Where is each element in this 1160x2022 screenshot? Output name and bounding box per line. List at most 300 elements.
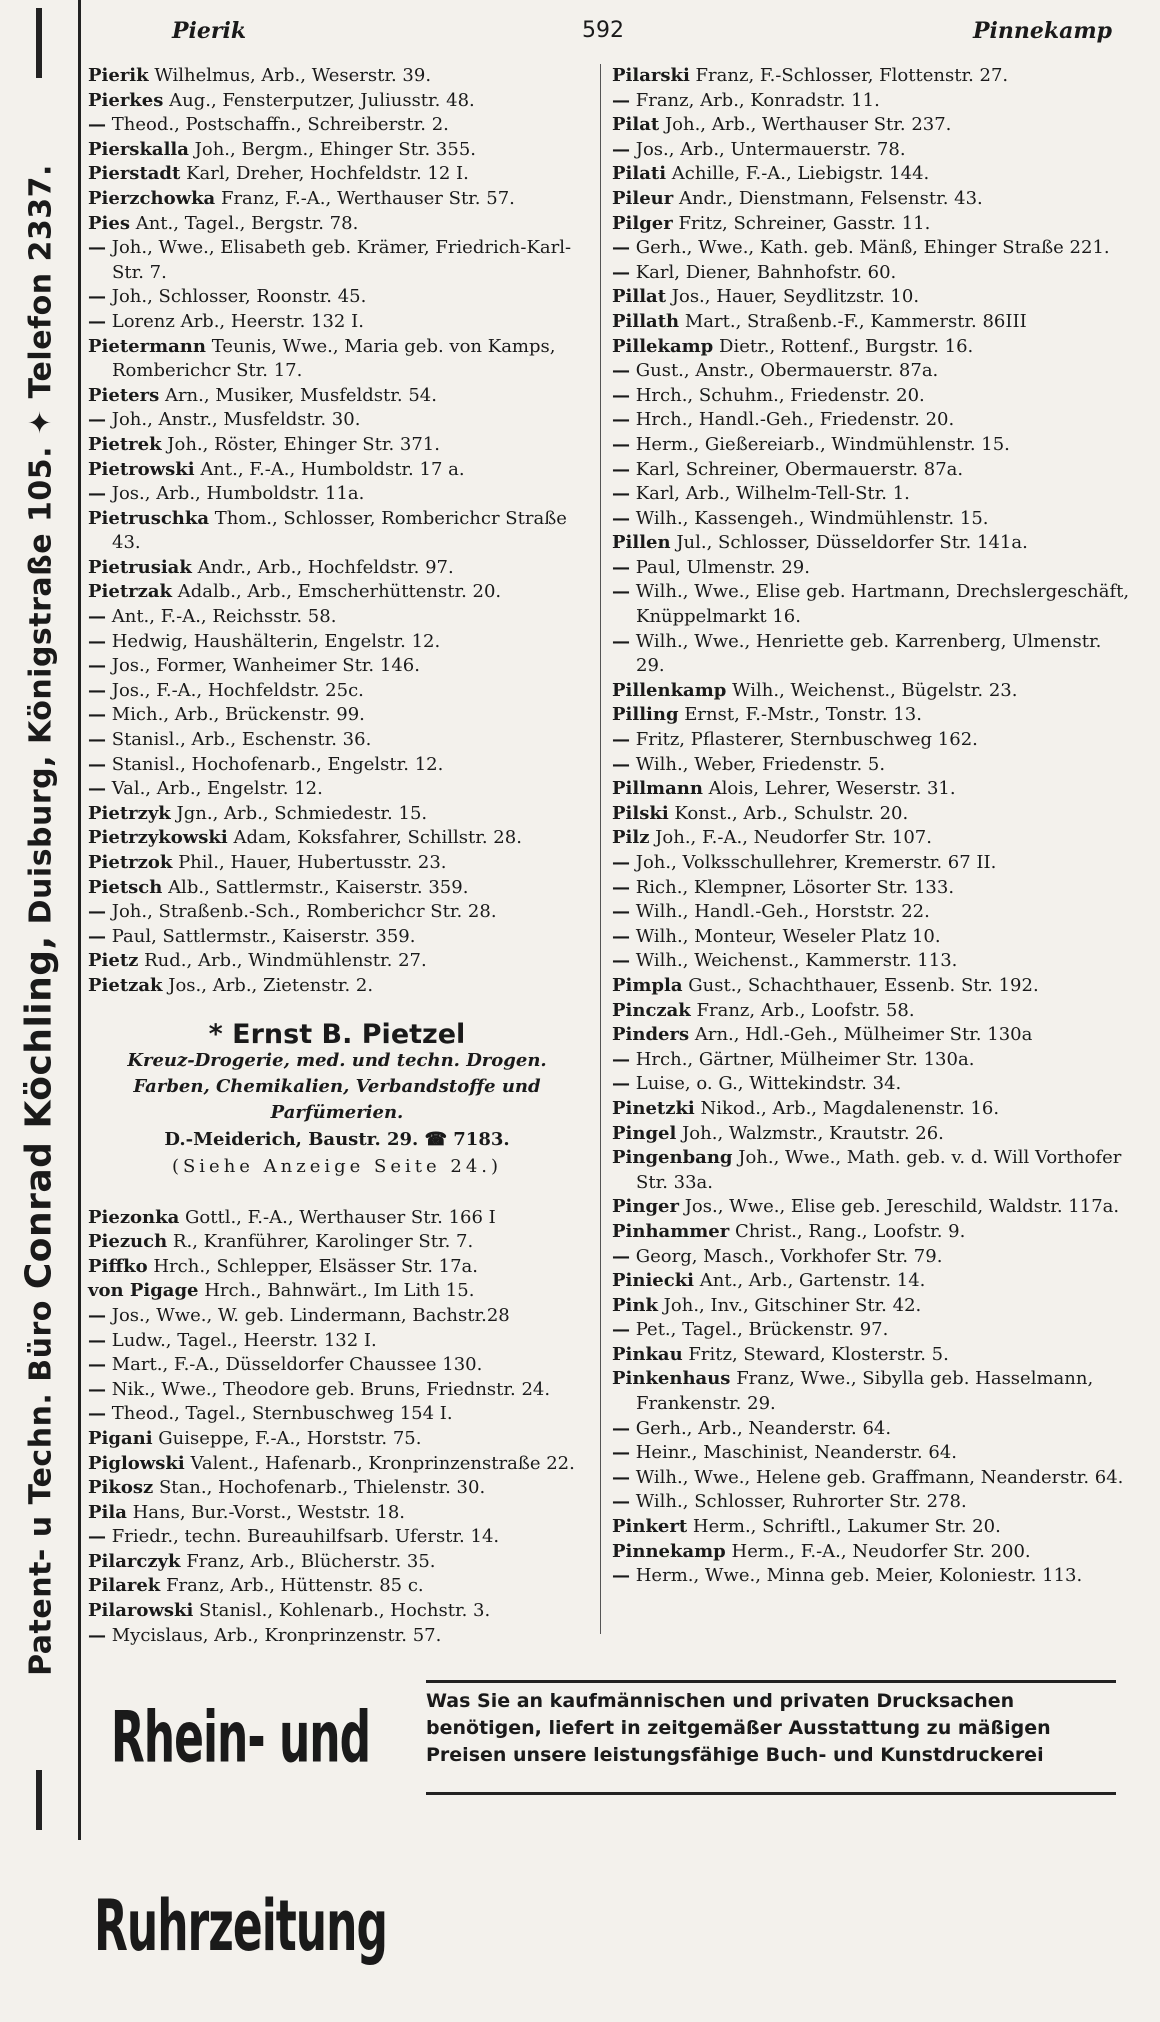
entry-surname: —	[88, 753, 106, 775]
entry-details: Wilh., Kassengeh., Windmühlenstr. 15.	[635, 507, 989, 529]
directory-entry	[612, 900, 1132, 925]
entry-details: Joh., Bergm., Ehinger Str. 355.	[194, 138, 477, 160]
footer-tagline	[426, 1688, 1116, 1769]
directory-entry	[88, 654, 586, 679]
entry-details: Teunis, Wwe., Maria geb. von Kamps, Romberichcr Str. 17.	[112, 335, 556, 382]
entry-surname: —	[612, 261, 630, 283]
directory-entry	[612, 679, 1132, 704]
entry-details: Hans, Bur.-Vorst., Weststr. 18.	[132, 1501, 405, 1523]
directory-entry	[612, 630, 1132, 679]
entry-surname: Pilling	[612, 704, 679, 726]
entry-details: Konst., Arb., Schulstr. 20.	[674, 802, 909, 824]
directory-entry	[612, 1367, 1132, 1416]
directory-entry	[88, 974, 586, 999]
tagline-line-1: Was Sie an kaufmännischen und privaten Drucksachen	[426, 1690, 1015, 1712]
directory-entry	[612, 408, 1132, 433]
directory-entry	[612, 1195, 1132, 1220]
entry-details: Jos., Arb., Humboldstr. 11a.	[111, 483, 365, 505]
entry-details: Jos., Former, Wanheimer Str. 146.	[111, 655, 420, 677]
directory-entry	[612, 335, 1132, 360]
directory-entry	[612, 556, 1132, 581]
entry-surname: —	[612, 433, 630, 455]
directory-entry	[88, 777, 586, 802]
entry-details: Gottl., F.-A., Werthauser Str. 166 I	[185, 1206, 496, 1228]
entry-details: Val., Arb., Engelstr. 12.	[111, 778, 323, 800]
entry-details: Hrch., Schuhm., Friedenstr. 20.	[635, 384, 925, 406]
directory-entry	[88, 925, 586, 950]
entry-surname: Piezonka	[88, 1206, 180, 1228]
entry-details: Alb., Sattlermstr., Kaiserstr. 359.	[168, 876, 469, 898]
tagline-line-3: Preisen unsere leistungsfähige Buch- und Kunstdruckerei	[426, 1744, 1044, 1766]
directory-entry	[612, 384, 1132, 409]
entry-surname: —	[88, 655, 106, 677]
directory-entry	[88, 335, 586, 384]
right-entries	[612, 64, 1132, 1589]
entry-surname: —	[612, 1073, 630, 1095]
directory-entry	[88, 1206, 586, 1231]
entry-surname: Pilger	[612, 212, 673, 234]
entry-surname: —	[88, 310, 106, 332]
entry-surname: Pietrowski	[88, 458, 195, 480]
entry-surname: —	[612, 1417, 630, 1439]
sidebar-text	[19, 164, 60, 1676]
directory-entry	[612, 1441, 1132, 1466]
entry-details: Wilh., Wwe., Helene geb. Graffmann, Neanderstr. 64.	[635, 1466, 1124, 1488]
entry-surname: —	[88, 925, 106, 947]
entry-details: Dietr., Rottenf., Burgstr. 16.	[719, 335, 974, 357]
ad-line-2: Farben, Chemikalien, Verbandstoffe und	[133, 1075, 541, 1097]
tagline-line-2: benötigen, liefert in zeitgemäßer Ausstattung zu mäßigen	[426, 1717, 1051, 1739]
directory-entry	[88, 187, 586, 212]
footer-advertisement	[88, 1680, 1118, 1968]
directory-entry	[88, 1427, 586, 1452]
tagline-rule-top	[426, 1680, 1116, 1683]
entry-surname: —	[612, 1565, 630, 1587]
entry-surname: Pietruschka	[88, 507, 210, 529]
entry-surname: —	[612, 138, 630, 160]
entry-surname: Pilarek	[88, 1575, 161, 1597]
directory-entry	[612, 310, 1132, 335]
entry-details: Wilh., Weichenst., Kammerstr. 113.	[635, 950, 958, 972]
directory-entry	[88, 679, 586, 704]
entry-surname: —	[612, 901, 630, 923]
directory-entry	[88, 1402, 586, 1427]
entry-details: Wilh., Schlosser, Ruhrorter Str. 278.	[635, 1491, 967, 1513]
directory-entry	[612, 703, 1132, 728]
entry-surname: —	[88, 1403, 106, 1425]
entry-details: Arn., Hdl.-Geh., Mülheimer Str. 130a	[694, 1024, 1033, 1046]
entry-details: Lorenz Arb., Heerstr. 132 I.	[111, 310, 364, 332]
newspaper-masthead: Rhein- und Ruhrzeitung	[94, 1697, 387, 1968]
entry-details: Stanisl., Kohlenarb., Hochstr. 3.	[199, 1600, 491, 1622]
directory-entry	[88, 851, 586, 876]
entry-surname: Pinnekamp	[612, 1540, 726, 1562]
directory-entry	[88, 1353, 586, 1378]
entry-details: Joh., F.-A., Neudorfer Str. 107.	[655, 827, 932, 849]
directory-entry	[88, 605, 586, 630]
directory-entry	[612, 113, 1132, 138]
directory-entry	[612, 1540, 1132, 1565]
directory-entry	[612, 728, 1132, 753]
entry-surname: Pilat	[612, 114, 660, 136]
header-left-keyword: Pierik	[172, 18, 247, 44]
directory-entry	[88, 1501, 586, 1526]
entry-details: Mart., Straßenb.-F., Kammerstr. 86III	[684, 310, 1027, 332]
directory-entry	[612, 1417, 1132, 1442]
entry-surname: —	[612, 384, 630, 406]
entry-surname: Pillekamp	[612, 335, 714, 357]
directory-entry	[88, 556, 586, 581]
entry-surname: von Pigage	[88, 1280, 199, 1302]
entry-surname: Pietrzyk	[88, 802, 171, 824]
page-number: 592	[582, 18, 624, 43]
entry-details: Joh., Wwe., Math. geb. v. d. Will Vorthofer Str. 33a.	[636, 1147, 1122, 1193]
entry-details: Franz, Arb., Loofstr. 58.	[696, 999, 915, 1021]
entry-surname: —	[88, 286, 106, 308]
directory-entry	[88, 1279, 586, 1304]
entry-details: Wilh., Monteur, Weseler Platz 10.	[635, 925, 941, 947]
entry-surname: Pinczak	[612, 999, 691, 1021]
directory-entry	[88, 630, 586, 655]
directory-entry	[612, 507, 1132, 532]
entry-surname: —	[612, 237, 630, 259]
ad-title: * Ernst B. Pietzel	[208, 1018, 466, 1050]
directory-entry	[612, 433, 1132, 458]
tagline-rule-bottom	[426, 1792, 1116, 1795]
entry-details: Joh., Röster, Ehinger Str. 371.	[167, 433, 440, 455]
entry-details: Paul, Ulmenstr. 29.	[635, 556, 810, 578]
entry-details: Franz, F.-Schlosser, Flottenstr. 27.	[695, 65, 1009, 86]
entry-surname: Pietrusiak	[88, 556, 192, 578]
entry-surname: Pietrzak	[88, 581, 172, 603]
directory-entry	[88, 1476, 586, 1501]
directory-entry	[612, 802, 1132, 827]
entry-surname: Pingel	[612, 1122, 677, 1144]
entry-surname: Pinders	[612, 1024, 690, 1046]
directory-entry	[612, 458, 1132, 483]
entry-surname: —	[612, 925, 630, 947]
directory-entry	[88, 826, 586, 851]
directory-entry	[612, 1343, 1132, 1368]
entry-details: Jos., F.-A., Hochfeldstr. 25c.	[111, 679, 364, 701]
directory-entry	[612, 753, 1132, 778]
entry-details: Wilh., Weber, Friedenstr. 5.	[635, 753, 886, 775]
entry-surname: Pietrzykowski	[88, 827, 228, 849]
directory-entry	[612, 482, 1132, 507]
directory-entry	[612, 261, 1132, 286]
column-divider	[600, 64, 601, 1634]
entry-surname: —	[88, 630, 106, 652]
entry-surname: Piffko	[88, 1255, 148, 1277]
entry-details: Achille, F.-A., Liebigstr. 144.	[671, 163, 930, 185]
entry-surname: —	[612, 630, 630, 652]
entry-surname: Piniecki	[612, 1270, 695, 1292]
directory-entry	[88, 64, 586, 89]
entry-surname: Pillath	[612, 310, 680, 332]
entry-details: Georg, Masch., Vorkhofer Str. 79.	[635, 1245, 943, 1267]
directory-entry	[88, 433, 586, 458]
entry-details: Gust., Schachthauer, Essenb. Str. 192.	[688, 974, 1039, 996]
entry-surname: Pimpla	[612, 974, 683, 996]
entry-details: Christ., Rang., Loofstr. 9.	[734, 1220, 966, 1242]
directory-entry	[612, 1048, 1132, 1073]
entry-surname: Pietrzok	[88, 852, 173, 873]
entry-surname: Pierzchowka	[88, 187, 216, 209]
entry-surname: —	[88, 1354, 106, 1376]
entry-surname: Pillenkamp	[612, 679, 727, 701]
entry-surname: —	[612, 1245, 630, 1267]
entry-surname: —	[88, 679, 106, 701]
directory-entry	[612, 359, 1132, 384]
entry-surname: —	[88, 704, 106, 726]
entry-surname: —	[612, 458, 630, 480]
sidebar-address: Duisburg, Königstraße 105. ✦ Telefon 2337.	[23, 164, 59, 936]
entry-details: Hrch., Handl.-Geh., Friedenstr. 20.	[635, 409, 955, 431]
entry-details: Pet., Tagel., Brückenstr. 97.	[635, 1319, 889, 1341]
directory-entry	[88, 162, 586, 187]
entry-surname: —	[612, 556, 630, 578]
entry-surname: —	[612, 1466, 630, 1488]
entry-details: Herm., Schriftl., Lakumer Str. 20.	[692, 1516, 1001, 1538]
entry-surname: Pingenbang	[612, 1147, 733, 1169]
entry-details: Jos., Wwe., Elise geb. Jereschild, Waldstr. 117a.	[684, 1196, 1120, 1218]
entry-surname: —	[88, 901, 106, 923]
entry-surname: —	[88, 114, 106, 136]
page-header	[92, 18, 1112, 54]
directory-entry	[612, 1122, 1132, 1147]
entry-details: Gerh., Wwe., Kath. geb. Mänß, Ehinger Straße 221.	[635, 237, 1110, 259]
entry-surname: Pila	[88, 1501, 127, 1523]
directory-entry	[612, 826, 1132, 851]
entry-details: Franz, Arb., Hüttenstr. 85 c.	[166, 1575, 424, 1597]
entry-details: Nik., Wwe., Theodore geb. Bruns, Friednstr. 24.	[111, 1378, 551, 1400]
directory-entry	[88, 212, 586, 237]
entry-details: Hedwig, Haushälterin, Engelstr. 12.	[111, 630, 441, 652]
entry-surname: —	[88, 1378, 106, 1400]
entry-details: Ludw., Tagel., Heerstr. 132 I.	[111, 1329, 377, 1351]
entry-surname: Pierkes	[88, 89, 164, 111]
entry-details: Phil., Hauer, Hubertusstr. 23.	[178, 852, 447, 873]
directory-entry	[88, 900, 586, 925]
ad-contact: D.-Meiderich, Baustr. 29. ☎ 7183.	[164, 1128, 510, 1150]
entry-details: Wilh., Wwe., Elise geb. Hartmann, Drechslergeschäft, Knüppelmarkt 16.	[635, 581, 1130, 628]
entry-surname: —	[88, 1624, 106, 1646]
entry-details: Ant., Arb., Gartenstr. 14.	[699, 1270, 926, 1292]
directory-entry	[612, 974, 1132, 999]
directory-entry	[88, 408, 586, 433]
entry-details: Hrch., Bahnwärt., Im Lith 15.	[204, 1280, 475, 1302]
entry-surname: Pillat	[612, 286, 667, 308]
entry-surname: —	[612, 581, 630, 603]
entry-details: Herm., Wwe., Minna geb. Meier, Koloniestr. 113.	[635, 1565, 1083, 1587]
entry-details: Joh., Volksschullehrer, Kremerstr. 67 II.	[635, 852, 997, 873]
entry-details: Jos., Arb., Untermauerstr. 78.	[635, 138, 906, 160]
directory-entry	[612, 777, 1132, 802]
sidebar-rule-bottom	[36, 1770, 42, 1830]
entry-details: Fritz, Steward, Klosterstr. 5.	[688, 1343, 949, 1365]
entry-details: Wilh., Weichenst., Bügelstr. 23.	[732, 679, 1018, 701]
entry-details: Franz, Arb., Konradstr. 11.	[635, 89, 880, 111]
entry-details: Joh., Arb., Werthauser Str. 237.	[664, 114, 952, 136]
right-column	[612, 64, 1132, 1589]
directory-entry	[612, 1466, 1132, 1491]
entry-details: Karl, Arb., Wilhelm-Tell-Str. 1.	[635, 483, 910, 505]
entry-surname: —	[612, 1319, 630, 1341]
left-entries-bottom	[88, 1206, 586, 1649]
directory-entry	[612, 1146, 1132, 1195]
sidebar-name: Conrad Köchling,	[18, 935, 60, 1290]
entry-details: Karl, Diener, Bahnhofstr. 60.	[635, 261, 897, 283]
entry-details: Theod., Tagel., Sternbuschweg 154 I.	[111, 1403, 453, 1425]
entry-surname: —	[612, 876, 630, 898]
entry-details: Heinr., Maschinist, Neanderstr. 64.	[635, 1442, 957, 1464]
entry-details: Wilhelmus, Arb., Weserstr. 39.	[154, 65, 432, 86]
entry-details: Herm., F.-A., Neudorfer Str. 200.	[731, 1540, 1031, 1562]
entry-surname: Pilski	[612, 802, 669, 824]
pietzel-advertisement	[88, 1018, 586, 1180]
directory-entry	[88, 236, 586, 285]
directory-entry	[612, 64, 1132, 89]
directory-entry	[88, 580, 586, 605]
entry-details: Ant., Tagel., Bergstr. 78.	[135, 212, 359, 234]
entry-details: Joh., Schlosser, Roonstr. 45.	[111, 286, 367, 308]
left-column	[88, 64, 586, 1648]
entry-details: Arn., Musiker, Musfeldstr. 54.	[164, 384, 437, 406]
directory-entry	[612, 1515, 1132, 1540]
entry-details: Franz, F.-A., Werthauser Str. 57.	[220, 187, 515, 209]
entry-details: Wilh., Wwe., Henriette geb. Karrenberg, Ulmenstr. 29.	[635, 630, 1102, 677]
entry-details: Stan., Hochofenarb., Thielenstr. 30.	[158, 1477, 486, 1499]
directory-entry	[88, 728, 586, 753]
entry-surname: —	[612, 753, 630, 775]
directory-entry	[88, 482, 586, 507]
directory-entry	[612, 580, 1132, 629]
entry-details: Paul, Sattlermstr., Kaiserstr. 359.	[111, 925, 416, 947]
entry-surname: —	[612, 1491, 630, 1513]
entry-surname: Pink	[612, 1294, 658, 1316]
directory-entry	[612, 949, 1132, 974]
header-right-keyword: Pinnekamp	[972, 18, 1112, 44]
entry-surname: Pilati	[612, 163, 667, 185]
entry-surname: —	[88, 1526, 106, 1548]
directory-entry	[88, 384, 586, 409]
entry-surname: —	[88, 237, 106, 259]
directory-entry	[612, 925, 1132, 950]
entry-details: Rich., Klempner, Lösorter Str. 133.	[635, 876, 955, 898]
entry-details: Hrch., Gärtner, Mülheimer Str. 130a.	[635, 1048, 975, 1070]
entry-details: Karl, Schreiner, Obermauerstr. 87a.	[635, 458, 964, 480]
entry-details: Andr., Arb., Hochfeldstr. 97.	[197, 556, 454, 578]
entry-surname: Pillmann	[612, 778, 703, 800]
entry-surname: Pilarski	[612, 65, 690, 86]
entry-surname: —	[612, 409, 630, 431]
entry-details: Guiseppe, F.-A., Horststr. 75.	[158, 1427, 422, 1449]
entry-details: Jos., Arb., Zietenstr. 2.	[168, 974, 374, 996]
directory-entry	[88, 1550, 586, 1575]
entry-surname: Pietermann	[88, 335, 206, 357]
entry-details: Nikod., Arb., Magdalenenstr. 16.	[700, 1097, 1000, 1119]
entry-details: Adalb., Arb., Emscherhüttenstr. 20.	[177, 581, 502, 603]
entry-details: Jos., Hauer, Seydlitzstr. 10.	[671, 286, 920, 308]
entry-details: Gust., Anstr., Obermauerstr. 87a.	[635, 360, 939, 382]
entry-surname: —	[612, 852, 630, 873]
sidebar-advertisement	[0, 0, 81, 1840]
entry-surname: —	[88, 483, 106, 505]
entry-surname: —	[88, 729, 106, 751]
ad-line-1: Kreuz-Drogerie, med. und techn. Drogen.	[127, 1049, 547, 1071]
directory-entry	[612, 162, 1132, 187]
entry-surname: Pinkert	[612, 1516, 688, 1538]
entry-details: Karl, Dreher, Hochfeldstr. 12 I.	[186, 163, 469, 185]
entry-surname: Pierik	[88, 65, 149, 86]
directory-entry	[612, 138, 1132, 163]
entry-details: Joh., Wwe., Elisabeth geb. Krämer, Friedrich-Karl-Str. 7.	[111, 237, 572, 283]
entry-surname: Piglowski	[88, 1452, 185, 1474]
entry-details: Ant., F.-A., Humboldstr. 17 a.	[200, 458, 465, 480]
directory-entry	[88, 1230, 586, 1255]
entry-details: Mart., F.-A., Düsseldorfer Chaussee 130.	[111, 1354, 483, 1376]
entry-surname: Pilarowski	[88, 1600, 194, 1622]
entry-surname: —	[88, 778, 106, 800]
entry-details: Jos., Wwe., W. geb. Lindermann, Bachstr.28	[111, 1304, 510, 1326]
entry-surname: Pinkenhaus	[612, 1368, 731, 1390]
entry-details: Stanisl., Arb., Eschenstr. 36.	[111, 729, 372, 751]
directory-entry	[88, 753, 586, 778]
entry-details: Mycislaus, Arb., Kronprinzenstr. 57.	[111, 1624, 442, 1646]
entry-details: Jgn., Arb., Schmiedestr. 15.	[176, 802, 428, 824]
directory-entry	[88, 310, 586, 335]
directory-entry	[88, 1304, 586, 1329]
directory-entry	[612, 1097, 1132, 1122]
directory-entry	[88, 876, 586, 901]
directory-entry	[612, 851, 1132, 876]
directory-entry	[88, 1599, 586, 1624]
entry-details: Franz, Arb., Blücherstr. 35.	[186, 1550, 436, 1572]
directory-entry	[88, 1574, 586, 1599]
entry-details: Gerh., Arb., Neanderstr. 64.	[635, 1417, 892, 1439]
ad-note: (Siehe Anzeige Seite 24.)	[171, 1155, 503, 1177]
entry-details: Andr., Dienstmann, Felsenstr. 43.	[678, 187, 983, 209]
directory-entry	[88, 138, 586, 163]
directory-entry	[88, 1452, 586, 1477]
entry-surname: —	[88, 1329, 106, 1351]
entry-surname: Pillen	[612, 532, 671, 554]
entry-details: R., Kranführer, Karolinger Str. 7.	[172, 1231, 474, 1253]
entry-details: Thom., Schlosser, Romberichcr Straße 43.	[112, 507, 567, 554]
directory-entry	[88, 802, 586, 827]
directory-entry	[88, 458, 586, 483]
entry-surname: —	[612, 507, 630, 529]
directory-entry	[612, 89, 1132, 114]
entry-details: Luise, o. G., Wittekindstr. 34.	[635, 1073, 902, 1095]
entry-surname: Pikosz	[88, 1477, 154, 1499]
entry-surname: Pierskalla	[88, 138, 189, 160]
entry-details: Hrch., Schlepper, Elsässer Str. 17a.	[153, 1255, 478, 1277]
sidebar-rule-top	[36, 8, 42, 78]
directory-entry	[88, 285, 586, 310]
entry-surname: —	[612, 950, 630, 972]
entry-surname: —	[88, 1304, 106, 1326]
directory-entry	[88, 1525, 586, 1550]
entry-surname: —	[612, 729, 630, 751]
entry-details: Theod., Postschaffn., Schreiberstr. 2.	[111, 114, 449, 136]
directory-entry	[88, 703, 586, 728]
directory-entry	[88, 949, 586, 974]
entry-surname: Piezuch	[88, 1231, 168, 1253]
directory-entry	[88, 1255, 586, 1280]
directory-entry	[612, 212, 1132, 237]
entry-details: Wilh., Handl.-Geh., Horststr. 22.	[635, 901, 930, 923]
